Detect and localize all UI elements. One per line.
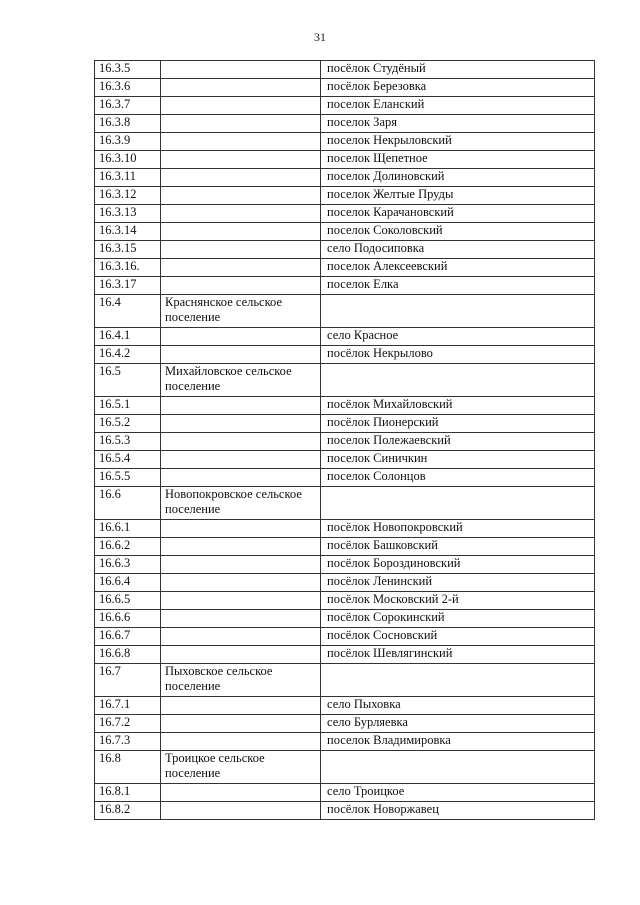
municipality-name: Пыховское сельское поселение xyxy=(161,664,321,697)
settlement-name: посёлок Московский 2-й xyxy=(321,592,595,610)
municipality-name xyxy=(161,61,321,79)
municipality-name xyxy=(161,415,321,433)
table-row xyxy=(95,733,595,751)
settlement-name: поселок Алексеевский xyxy=(321,259,595,277)
settlement-name: поселок Заря xyxy=(321,115,595,133)
row-number: 16.5.1 xyxy=(95,397,161,415)
settlement-name: поселок Соколовский xyxy=(321,223,595,241)
row-number: 16.6.4 xyxy=(95,574,161,592)
table-row xyxy=(95,97,595,115)
municipality-name: Троицкое сельское поселение xyxy=(161,751,321,784)
settlement-name: село Пыховка xyxy=(321,697,595,715)
table-row xyxy=(95,259,595,277)
settlement-name: поселок Елка xyxy=(321,277,595,295)
table-row xyxy=(95,628,595,646)
row-number: 16.7.2 xyxy=(95,715,161,733)
row-number: 16.3.9 xyxy=(95,133,161,151)
municipality-name xyxy=(161,592,321,610)
table-row xyxy=(95,223,595,241)
municipality-name: Новопокровское сельское поселение xyxy=(161,487,321,520)
page-number: 31 xyxy=(314,30,326,44)
settlement-name: посёлок Ленинский xyxy=(321,574,595,592)
row-number: 16.5.3 xyxy=(95,433,161,451)
municipality-name: Михайловское сельское поселение xyxy=(161,364,321,397)
settlement-name: посёлок Михайловский xyxy=(321,397,595,415)
row-number: 16.6.8 xyxy=(95,646,161,664)
table-row xyxy=(95,697,595,715)
table-row-settlement-group xyxy=(95,295,595,328)
row-number: 16.3.10 xyxy=(95,151,161,169)
settlement-name: посёлок Сосновский xyxy=(321,628,595,646)
table-row xyxy=(95,346,595,364)
row-number: 16.3.14 xyxy=(95,223,161,241)
row-number: 16.6 xyxy=(95,487,161,520)
table-row xyxy=(95,538,595,556)
row-number: 16.3.17 xyxy=(95,277,161,295)
municipality-name xyxy=(161,802,321,820)
table-row xyxy=(95,115,595,133)
municipality-name xyxy=(161,346,321,364)
table-row xyxy=(95,592,595,610)
settlement-name: село Троицкое xyxy=(321,784,595,802)
table-row xyxy=(95,79,595,97)
municipality-name xyxy=(161,715,321,733)
municipality-name xyxy=(161,277,321,295)
municipality-name: Краснянское сельское поселение xyxy=(161,295,321,328)
table-row xyxy=(95,169,595,187)
table-row-settlement-group xyxy=(95,751,595,784)
settlement-name: посёлок Бороздиновский xyxy=(321,556,595,574)
table-row xyxy=(95,205,595,223)
table-row-settlement-group xyxy=(95,664,595,697)
table-row xyxy=(95,451,595,469)
settlement-name xyxy=(321,364,595,397)
settlement-name xyxy=(321,295,595,328)
row-number: 16.6.5 xyxy=(95,592,161,610)
table-row xyxy=(95,61,595,79)
settlement-name: поселок Желтые Пруды xyxy=(321,187,595,205)
settlement-name xyxy=(321,664,595,697)
municipality-name xyxy=(161,133,321,151)
table-row xyxy=(95,133,595,151)
settlement-name: поселок Солонцов xyxy=(321,469,595,487)
row-number: 16.6.3 xyxy=(95,556,161,574)
settlement-name: посёлок Студёный xyxy=(321,61,595,79)
table-row xyxy=(95,328,595,346)
settlement-name: село Красное xyxy=(321,328,595,346)
settlement-name xyxy=(321,487,595,520)
row-number: 16.4 xyxy=(95,295,161,328)
row-number: 16.8.2 xyxy=(95,802,161,820)
municipality-name xyxy=(161,520,321,538)
municipality-name xyxy=(161,574,321,592)
municipality-name xyxy=(161,451,321,469)
table-row-settlement-group xyxy=(95,487,595,520)
table-row xyxy=(95,802,595,820)
municipality-name xyxy=(161,538,321,556)
settlement-name: поселок Щепетное xyxy=(321,151,595,169)
settlement-name: поселок Карачановский xyxy=(321,205,595,223)
row-number: 16.3.7 xyxy=(95,97,161,115)
table-row xyxy=(95,610,595,628)
row-number: 16.6.1 xyxy=(95,520,161,538)
row-number: 16.6.7 xyxy=(95,628,161,646)
settlement-name: посёлок Шевлягинский xyxy=(321,646,595,664)
municipality-name xyxy=(161,241,321,259)
settlement-name: посёлок Башковский xyxy=(321,538,595,556)
municipality-name xyxy=(161,259,321,277)
table-row xyxy=(95,241,595,259)
municipality-name xyxy=(161,397,321,415)
settlement-name: поселок Владимировка xyxy=(321,733,595,751)
municipality-name xyxy=(161,733,321,751)
municipality-name xyxy=(161,556,321,574)
row-number: 16.8 xyxy=(95,751,161,784)
settlement-name: посёлок Новоржавец xyxy=(321,802,595,820)
table-row xyxy=(95,151,595,169)
municipality-name xyxy=(161,205,321,223)
settlement-name xyxy=(321,751,595,784)
table-row xyxy=(95,520,595,538)
settlement-name: поселок Еланский xyxy=(321,97,595,115)
table-row-settlement-group xyxy=(95,364,595,397)
municipality-name xyxy=(161,169,321,187)
settlements-table-body xyxy=(95,61,595,820)
municipality-name xyxy=(161,223,321,241)
settlement-name: посёлок Новопокровский xyxy=(321,520,595,538)
row-number: 16.3.12 xyxy=(95,187,161,205)
settlement-name: посёлок Некрылово xyxy=(321,346,595,364)
settlement-name: поселок Полежаевский xyxy=(321,433,595,451)
settlement-name: поселок Некрыловский xyxy=(321,133,595,151)
table-row xyxy=(95,187,595,205)
row-number: 16.6.2 xyxy=(95,538,161,556)
row-number: 16.3.13 xyxy=(95,205,161,223)
table-row xyxy=(95,715,595,733)
municipality-name xyxy=(161,187,321,205)
municipality-name xyxy=(161,151,321,169)
municipality-name xyxy=(161,469,321,487)
municipality-name xyxy=(161,79,321,97)
settlement-name: посёлок Березовка xyxy=(321,79,595,97)
row-number: 16.3.6 xyxy=(95,79,161,97)
row-number: 16.3.11 xyxy=(95,169,161,187)
settlement-name: село Подосиповка xyxy=(321,241,595,259)
table-row xyxy=(95,277,595,295)
table-row xyxy=(95,556,595,574)
row-number: 16.5 xyxy=(95,364,161,397)
row-number: 16.6.6 xyxy=(95,610,161,628)
municipality-name xyxy=(161,784,321,802)
table-row xyxy=(95,574,595,592)
row-number: 16.5.4 xyxy=(95,451,161,469)
row-number: 16.5.2 xyxy=(95,415,161,433)
settlement-name: посёлок Сорокинский xyxy=(321,610,595,628)
row-number: 16.7.1 xyxy=(95,697,161,715)
municipality-name xyxy=(161,115,321,133)
municipality-name xyxy=(161,646,321,664)
row-number: 16.7 xyxy=(95,664,161,697)
row-number: 16.8.1 xyxy=(95,784,161,802)
row-number: 16.3.15 xyxy=(95,241,161,259)
row-number: 16.7.3 xyxy=(95,733,161,751)
settlement-name: посёлок Пионерский xyxy=(321,415,595,433)
row-number: 16.3.16. xyxy=(95,259,161,277)
municipality-name xyxy=(161,697,321,715)
row-number: 16.4.1 xyxy=(95,328,161,346)
row-number: 16.4.2 xyxy=(95,346,161,364)
settlement-name: поселок Долиновский xyxy=(321,169,595,187)
settlements-table xyxy=(94,60,595,820)
table-row xyxy=(95,433,595,451)
table-row xyxy=(95,784,595,802)
municipality-name xyxy=(161,628,321,646)
municipality-name xyxy=(161,97,321,115)
table-row xyxy=(95,469,595,487)
row-number: 16.5.5 xyxy=(95,469,161,487)
settlement-name: поселок Синичкин xyxy=(321,451,595,469)
table-row xyxy=(95,397,595,415)
municipality-name xyxy=(161,328,321,346)
table-row xyxy=(95,646,595,664)
municipality-name xyxy=(161,610,321,628)
row-number: 16.3.8 xyxy=(95,115,161,133)
municipality-name xyxy=(161,433,321,451)
row-number: 16.3.5 xyxy=(95,61,161,79)
settlement-name: село Бурляевка xyxy=(321,715,595,733)
table-row xyxy=(95,415,595,433)
